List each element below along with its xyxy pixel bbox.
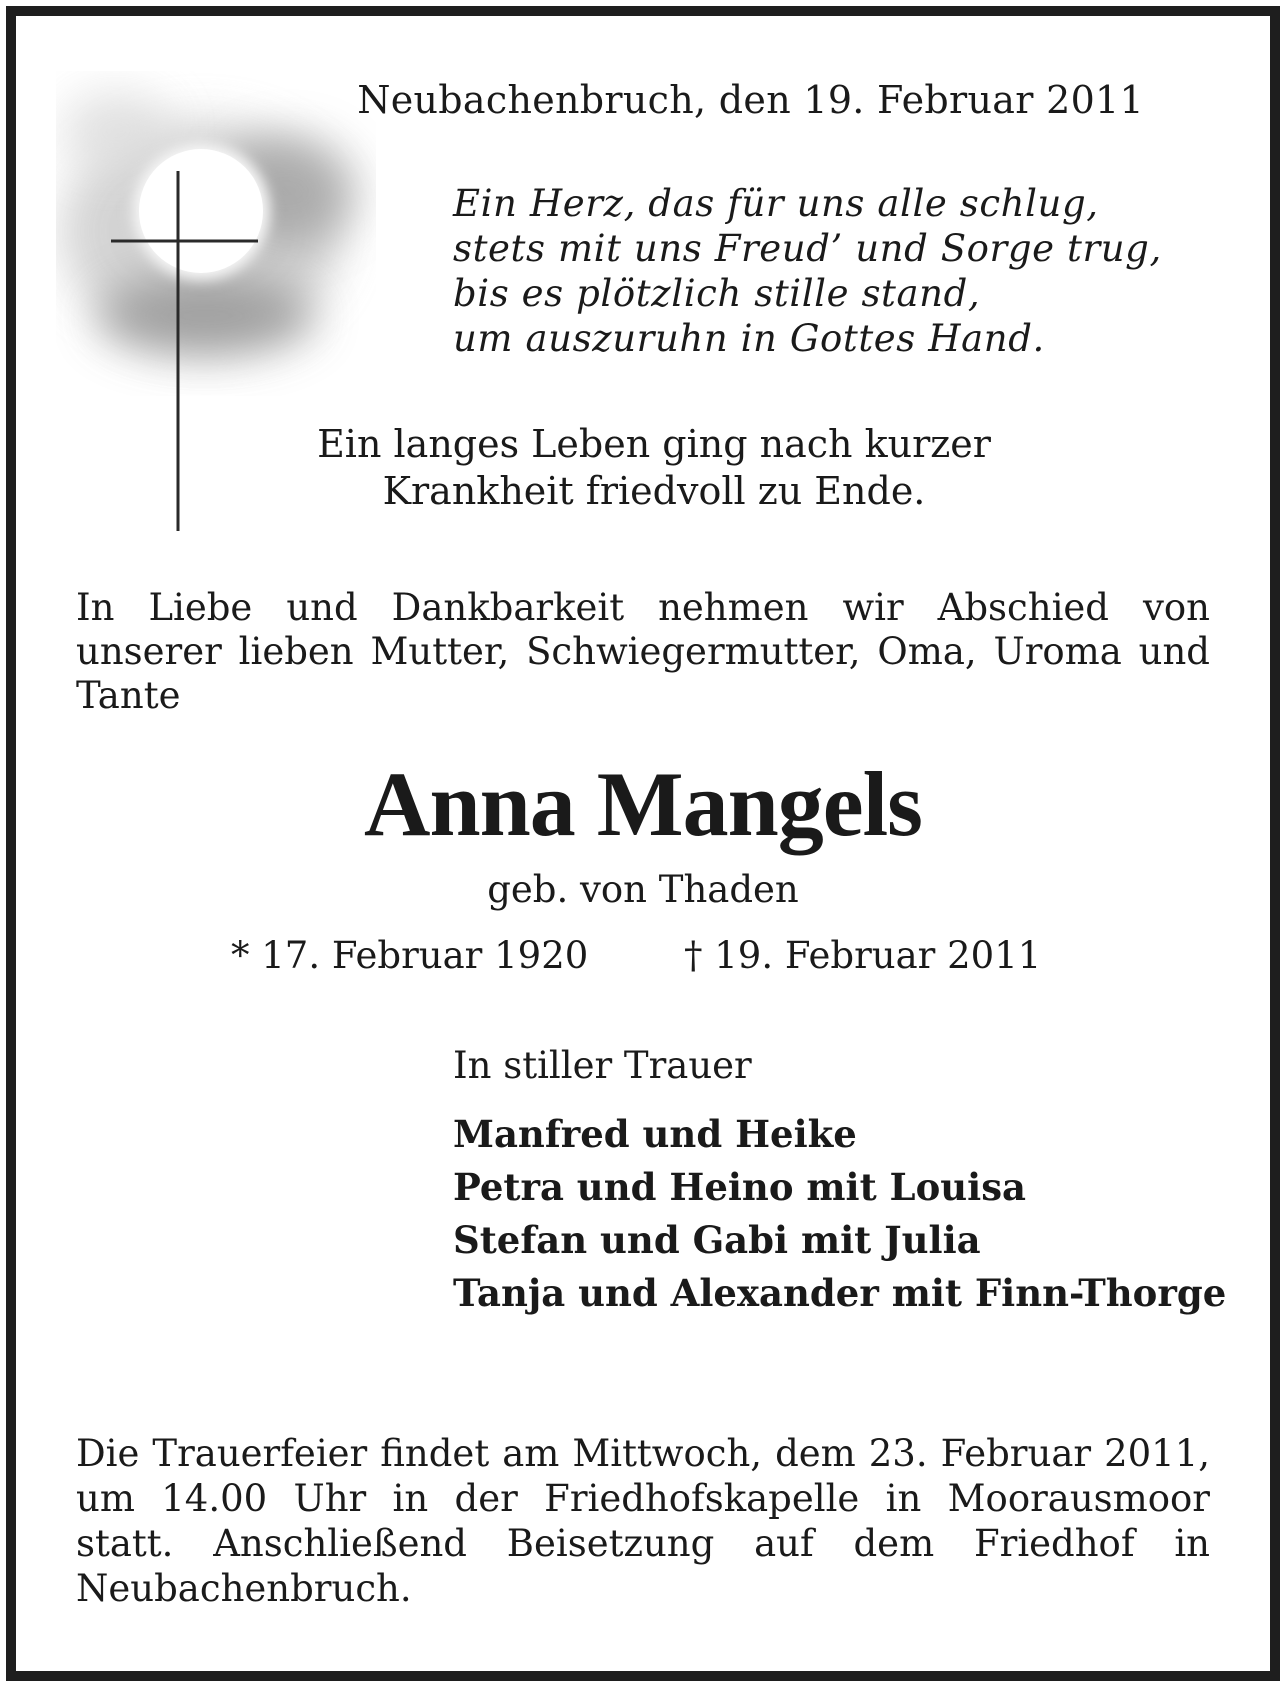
mourning-label: In stiller Trauer bbox=[453, 1044, 752, 1087]
poem bbox=[453, 181, 1162, 361]
mourners-list bbox=[453, 1108, 1226, 1320]
poem-line: stets mit uns Freud’ und Sorge trug, bbox=[453, 227, 1162, 270]
deceased-name: Anna Mangels bbox=[364, 753, 922, 855]
notice-content bbox=[16, 16, 1270, 1671]
mourner-entry: Stefan und Gabi mit Julia bbox=[453, 1218, 981, 1262]
intro-text bbox=[294, 421, 1014, 515]
mourner-entry: Tanja und Alexander mit Finn-Thorge bbox=[453, 1271, 1227, 1315]
mourner-entry: Manfred und Heike bbox=[453, 1112, 857, 1156]
farewell-text: In Liebe und Dankbarkeit nehmen wir Abschied von unserer lieben Mutter, Schwiegermutter, Oma, Uroma und Tante bbox=[76, 586, 1210, 717]
notice-date-line: Neubachenbruch, den 19. Februar 2011 bbox=[357, 78, 1144, 122]
notice-frame bbox=[6, 6, 1280, 1681]
poem-line: bis es plötzlich stille stand, bbox=[453, 272, 981, 315]
intro-line: Ein langes Leben ging nach kurzer bbox=[317, 422, 991, 466]
maiden-name: geb. von Thaden bbox=[487, 868, 799, 911]
mourner-entry: Petra und Heino mit Louisa bbox=[453, 1165, 1027, 1209]
ceremony-text: Die Trauerfeier findet am Mittwoch, dem 23. Februar 2011, um 14.00 Uhr in der Friedhofskapelle in Moorausmoor statt. Anschließend Beisetzung auf dem Friedhof in Neubachenbruch. bbox=[76, 1432, 1210, 1610]
poem-line: um auszuruhn in Gottes Hand. bbox=[453, 317, 1045, 360]
poem-line: Ein Herz, das für uns alle schlug, bbox=[453, 182, 1099, 225]
birth-date: * 17. Februar 1920 bbox=[231, 934, 589, 977]
death-date: † 19. Februar 2011 bbox=[684, 934, 1042, 977]
intro-line: Krankheit friedvoll zu Ende. bbox=[382, 469, 926, 513]
